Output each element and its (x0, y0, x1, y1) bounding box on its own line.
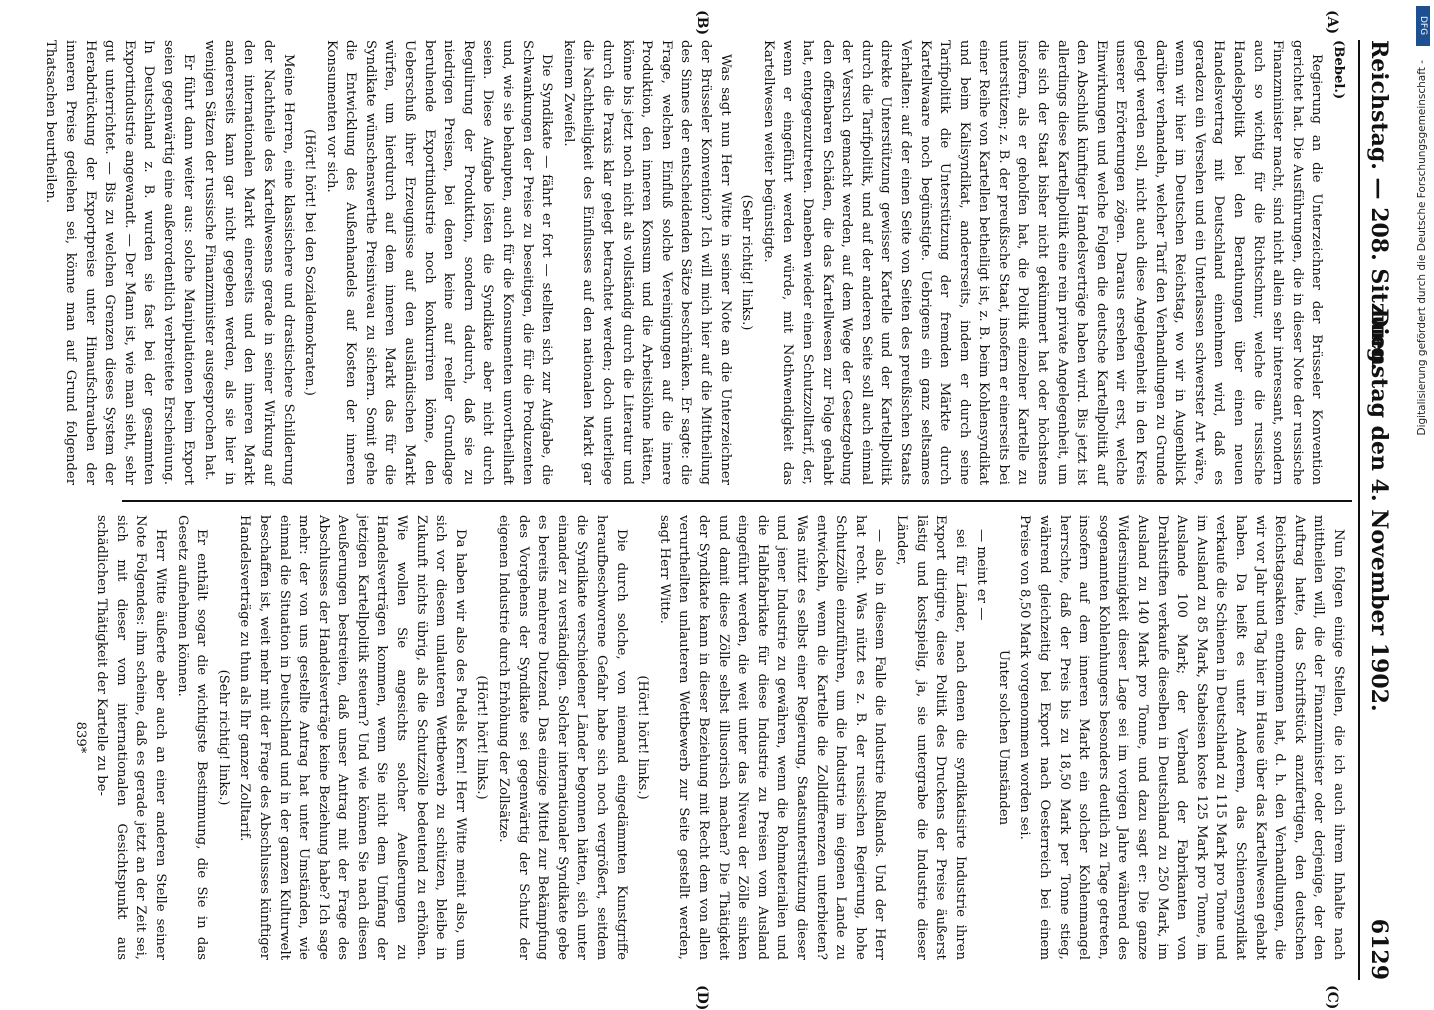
right-paragraph: Unter solchen Umständen (995, 649, 1011, 826)
right-paragraph: (Hört! hört! links.) (635, 675, 651, 800)
right-paragraph: — meint er — (974, 529, 990, 621)
left-paragraph: (Sehr richtig! links.) (739, 194, 755, 331)
right-paragraph: Er enthält sogar die wichtigste Bestimmung, die Sie in das Gesetz aufnehmen können. (174, 515, 210, 960)
rotated-page (43, 10, 1400, 1010)
dfg-logo: DFG (1416, 6, 1430, 46)
right-paragraph: Die durch solche, von niemand eingedämmten Kunstgriffe heraufbeschworene Gefahr habe sich noch vergrößert, seitdem die Syndikate verschiedener Länder begonnen hätten, sich unter einander zu verständigen. Solcher internationaler Syndikate gebe es bereits mehrere Dutzend. Das einzige Mittel zur Bekämpfung des Vorgehens der Syndikate sei gegenwärtig der Schutz der eigenen Industrie durch Erhöhung der Zollsätze. (496, 515, 629, 960)
right-paragraph: (Hört! hört! links.) (474, 675, 490, 800)
header-left: Reichstag. — 208. Sitzung. (1366, 40, 1392, 371)
footer-mark: 839* (72, 721, 88, 754)
right-column (72, 515, 1348, 960)
left-paragraph: (Hört! hört! bei den Sozialdemokraten.) (302, 129, 318, 396)
left-paragraph: Er führt dann weiter aus: solche Manipulationen beim Export seien gegenwärtig eine außerordentlich verbreitete Erscheinung. In Deutschland z. B. wurden sie fast bei der gesammten Exportindustrie angewandt. — Der Mann ist, wie man sieht, sehr gut unterrichtet. — Bis zu welchen Grenzen dieses System der Herabdrückung der Exportpreise unter Hinaufschrauben der inneren Preise gediehen sei, könne man auf Grund folgender Thatsachen beurtheilen. (43, 40, 196, 485)
left-paragraph: Regierung an die Unterzeichner der Brüsseler Konvention gerichtet hat. Die Ausführungen, die in dieser Note der russische Finanzminister macht, sind nicht allein sehr interessant, sondern auch so wichtig für die Richtschnur, welche die russische Handelspolitik bei den Berathungen über einen neuen Handelsvertrag mit Deutschland einnehmen wird, daß es geradezu ein Versehen und ein Unterlassen schwerster Art wäre, wenn wir hier im Deutschen Reichstag, wo wir in Augenblick darüber verhandeln, welcher Tarif den Verhandlungen zu Grunde gelegt werden soll, nicht auch diese Angelegenheit in den Kreis unserer Erörterungen zögen. Daraus ersehen wir erst, welche Einwirkungen und welche Folgen die deutsche Kartellpolitik auf den Abschluß künftiger Handelsverträge haben wird. Bis jetzt ist allerdings diese Kartellpolitik eine rein private Angelegenheit, um die sich der Staat bisher nicht gekümmert hat oder höchstens insofern, als er geholfen hat, die Politik einzelner Kartelle zu unterstützen; z. B. der preußische Staat, insofern er einerseits bei einer Reihe von Kartellen betheiligt ist, z. B. beim Kohlensyndikat und beim Kalisyndikat, andererseits, indem er durch seine Tarifpolitik die Unterstützung der fremden Märkte durch Kartellwaare noch begünstigte. Uebrigens ein ganz seltsames Verhalten: auf der einen Seite von Seiten des preußischen Staats direkte Unterstützung gewisser Kartelle und der Kartellpolitik durch die Tarifpolitik, und auf der anderen Seite soll auch einmal der Versuch gemacht werden, auf dem Wege der Gesetzgebung den offenbaren Schäden, die das Kartellwesen zur Folge gehabt hat, entgegenzutreten. Daneben wieder einen Schutzzolltarif, der, wenn er eingeführt werden würde, mit Nothwendigkeit das Kartellwesen weiter begünstigte. (760, 40, 1325, 485)
page-number: 6129 (1366, 918, 1392, 980)
margin-marker-c: (C) (1324, 985, 1340, 1010)
speaker-label: (Bebel.) (1331, 40, 1346, 100)
header-date: Dienstag den 4. November 1902. (1366, 308, 1392, 712)
right-paragraph: — also in diesem Falle die Industrie Rußlands. Und der Herr hat recht. Was nützt es z. B. der russischen Regierung, hohe Schutzzölle einzuführen, um die Industrie im eigenen Lande zu entwickeln, wenn die Kartelle die Zolldifferenzen unterbieten? Was nützt es selbst einer Regierung, Staatsunterstützung dieser und jener Industrie zu gewähren, wenn die Rohmaterialien und die Halbfabrikate für diese Industrie zu Preisen vom Ausland eingeführt werden, die weit unter das Niveau der Zölle sinken und damit diese Zölle selbst illusorisch machen? Die Thätigkeit der Syndikate kann in dieser Beziehung mit Recht dem von allen verurtheilten unlauteren Wettbewerb zur Seite gestellt werden, sagt Herr Witte. (656, 515, 888, 960)
margin-marker-d: (D) (694, 985, 710, 1010)
right-paragraph: Da haben wir also des Pudels Kern! Herr Witte meint also, um sich vor diesem unlauteren Wettbewerb zu schützen, bleibe in Zukunft nichts übrig, als die Schutzzölle bedeutend zu erhöhen. Wie wollen Sie angesichts solcher Aeußerungen zu Handelsverträgen kommen, wenn Sie nicht dem Umfang der jetzigen Kartellpolitik steuern? Und wie können Sie nach diesen Aeußerungen bestreiten, daß unser Antrag mit der Frage des Abschlusses der Handelsverträge keine Beziehung habe? Ich sage mehr: der von uns gestellte Antrag hat unter Umständen, wie einmal die Situation in Deutschland und in der ganzen Kulturwelt beschaffen ist, weit mehr mit der Frage des Abschlusses künftiger Handelsverträge zu thun als Ihr ganzer Zolltarif. (237, 515, 468, 960)
right-paragraph: (Sehr richtig! links.) (215, 669, 231, 806)
left-paragraph: Die Syndikate — fährt er fort — stellten sich zur Aufgabe, die Schwankungen der Preise zu beseitigen, die für die Produzenten und, wie sie behaupten, auch für die Konsumenten unvortheilhaft seien. Diese Aufgabe lösten die Syndikate aber nicht durch Regulirung der Produktion, sondern dadurch, daß sie zu niedrigen Preisen, bei denen keine auf reeller Grundlage beruhende Exportindustrie noch konkurriren könne, den Ueberschuß ihrer Erzeugnisse auf den ausländischen Markt würfen, um hierdurch auf dem inneren Markt das für die Syndikate wünschenswerthe Preisniveau zu sichern. Somit gehe die Entwicklung des Außenhandels auf Kosten der inneren Konsumenten vor sich. (323, 40, 555, 485)
left-paragraph: Meine Herren, eine klassischere und drastischere Schilderung der Nachtheile des Kartellwesens gerade in seiner Wirkung auf den internationalen Markt einerseits und den inneren Markt andererseits kann gar nicht gegeben werden, als sie hier in wenigen Sätzen der russische Finanzminister ausgesprochen hat. (202, 40, 296, 485)
left-paragraph: Was sagt nun Herr Witte in seiner Note an die Unterzeichner der Brüsseler Konvention? Ich will mich hier auf die Mittheilung des Sinnes der entscheidenden Sätze beschränken. Er sagte: die Frage, welchen Einfluß solche Vereinigungen auf die innere Produktion, den inneren Konsum und die Arbeitslöhne hätten, könne bis jetzt noch nicht als vollständig durch die Literatur und durch die Praxis klar gelegt betrachtet werden; doch unterliege die Nachtheiligkeit des Einflusses auf den nationalen Markt gar keinem Zweifel. (560, 40, 733, 485)
margin-marker-a: (A) (1324, 10, 1340, 35)
left-column (43, 40, 1348, 485)
right-paragraph: Nun folgen einige Stellen, die ich auch ihrem Inhalte nach mittheilen will, die der Finanzminister oder derjenige, der den Auftrag hatte, das Schriftstück anzufertigen, den deutschen Reichstagsakten entnommen hat, d. h. den Verhandlungen, die wir vor Jahr und Tag hier im Hause über das Kartellwesen gehabt haben. Da heißt es unter Anderem, das Schienensyndikat verkaufe die Schienen in Deutschland zu 115 Mark pro Tonne und im Ausland zu 85 Mark, Stabeisen koste 125 Mark pro Tonne, im Auslande 100 Mark; der Verband der Fabrikanten von Drahtstiften verkaufe dieselben in Deutschland zu 250 Mark, im Ausland zu 140 Mark pro Tonne, und dazu sagt er: Die ganze Widersinnigkeit dieser Lage sei im vorigen Jahre während des sogenannten Kohlenhungers besonders deutlich zu Tage getreten, insofern auf dem inneren Markt ein solcher Kohlenmangel herrschte, daß der Preis bis zu 18,50 Mark per Tonne stieg, während gleichzeitig bei Export nach Oesterreich bei einem Preise von 8,50 Mark vorgenommen worden sei. (1017, 515, 1346, 960)
page-header (1358, 40, 1400, 980)
column-divider (122, 500, 1352, 502)
margin-marker-b: (B) (694, 10, 710, 36)
digitization-note: Digitalisierung gefördert durch die Deutsche Forschungsgemeinschaft - (1416, 60, 1428, 436)
right-paragraph: Herr Witte äußerte aber auch an einer anderen Stelle seiner Note Folgendes: ihm scheine, daß es gerade jetzt an der Zeit sei, sich mit dieser vom internationalen Gesichtspunkt aus schädlichen Thätigkeit der Kartelle zu be- (94, 515, 168, 960)
newspaper-page (43, 10, 1400, 1010)
right-paragraph: sei für Länder, nach denen die syndikatisirte Industrie ihren Export dirigire, diese Politik des Druckens der Preise äußerst lästig und kostspielig, ja, sie untergrabe die Industrie dieser Länder, (893, 515, 968, 960)
